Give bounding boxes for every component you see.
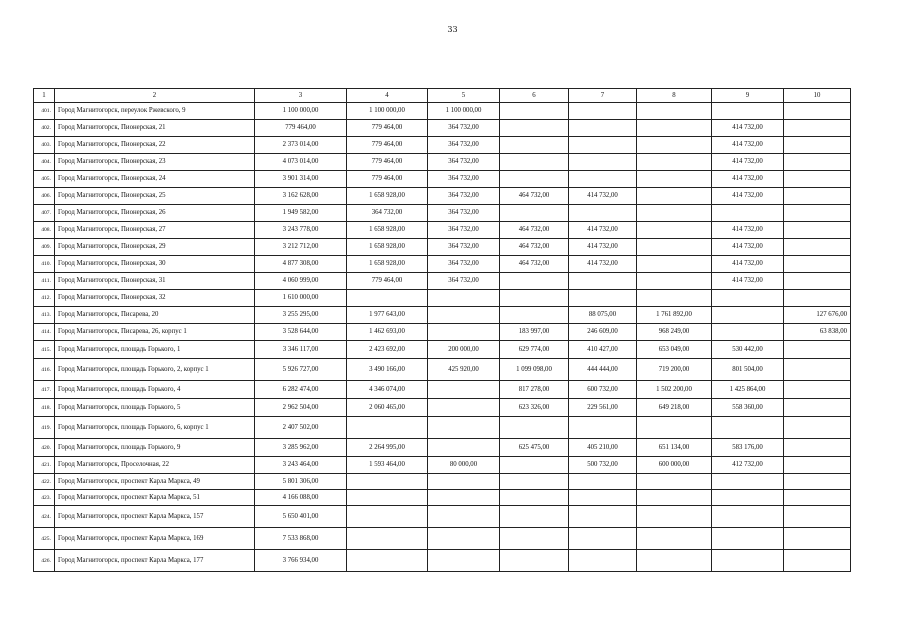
amount-cell bbox=[637, 256, 712, 273]
row-number-cell: 419. bbox=[34, 417, 55, 439]
amount-cell bbox=[784, 103, 851, 120]
address-cell: Город Магнитогорск, Пионерская, 21 bbox=[55, 120, 255, 137]
row-number-cell: 410. bbox=[34, 256, 55, 273]
amount-cell bbox=[428, 506, 500, 528]
amount-cell: 364 732,00 bbox=[428, 120, 500, 137]
amount-cell bbox=[500, 290, 569, 307]
table-row bbox=[34, 307, 851, 324]
row-number-cell: 414. bbox=[34, 324, 55, 341]
amount-cell bbox=[500, 474, 569, 490]
amount-cell bbox=[569, 528, 637, 550]
amount-cell bbox=[428, 324, 500, 341]
amount-cell bbox=[500, 506, 569, 528]
amount-cell bbox=[428, 439, 500, 457]
amount-cell bbox=[637, 290, 712, 307]
amount-cell bbox=[784, 550, 851, 572]
address-cell: Город Магнитогорск, площадь Горького, 2, корпус 1 bbox=[55, 359, 255, 381]
amount-cell: 364 732,00 bbox=[428, 188, 500, 205]
amount-cell: 1 658 928,00 bbox=[347, 222, 428, 239]
table-header-row bbox=[34, 89, 851, 103]
table-row bbox=[34, 417, 851, 439]
row-number-cell: 409. bbox=[34, 239, 55, 256]
amount-cell: 779 464,00 bbox=[347, 120, 428, 137]
amount-cell bbox=[637, 474, 712, 490]
amount-cell bbox=[428, 474, 500, 490]
amount-cell bbox=[569, 137, 637, 154]
amount-cell: 2 962 504,00 bbox=[255, 399, 347, 417]
address-cell: Город Магнитогорск, Пионерская, 22 bbox=[55, 137, 255, 154]
row-number-cell: 421. bbox=[34, 457, 55, 474]
amount-cell: 3 243 464,00 bbox=[255, 457, 347, 474]
amount-cell bbox=[428, 550, 500, 572]
table-row bbox=[34, 120, 851, 137]
table-row bbox=[34, 290, 851, 307]
amount-cell: 414 732,00 bbox=[712, 256, 784, 273]
amount-cell: 4 877 308,00 bbox=[255, 256, 347, 273]
amount-cell: 200 000,00 bbox=[428, 341, 500, 359]
amount-cell: 464 732,00 bbox=[500, 256, 569, 273]
amount-cell: 651 134,00 bbox=[637, 439, 712, 457]
amount-cell: 464 732,00 bbox=[500, 188, 569, 205]
amount-cell: 3 346 117,00 bbox=[255, 341, 347, 359]
table-row bbox=[34, 381, 851, 399]
amount-cell bbox=[637, 154, 712, 171]
amount-cell: 364 732,00 bbox=[428, 205, 500, 222]
table-row bbox=[34, 324, 851, 341]
table-row bbox=[34, 256, 851, 273]
amount-cell bbox=[569, 474, 637, 490]
address-cell: Город Магнитогорск, Пионерская, 24 bbox=[55, 171, 255, 188]
amount-cell: 414 732,00 bbox=[712, 154, 784, 171]
address-cell: Город Магнитогорск, площадь Горького, 9 bbox=[55, 439, 255, 457]
amount-cell: 1 100 000,00 bbox=[428, 103, 500, 120]
table-row bbox=[34, 399, 851, 417]
amount-cell bbox=[712, 324, 784, 341]
amount-cell: 364 732,00 bbox=[347, 205, 428, 222]
amount-cell: 817 278,00 bbox=[500, 381, 569, 399]
row-number-cell: 406. bbox=[34, 188, 55, 205]
amount-cell bbox=[637, 222, 712, 239]
address-cell: Город Магнитогорск, площадь Горького, 5 bbox=[55, 399, 255, 417]
amount-cell bbox=[569, 550, 637, 572]
address-cell: Город Магнитогорск, Писарева, 20 bbox=[55, 307, 255, 324]
amount-cell bbox=[500, 417, 569, 439]
table-row bbox=[34, 439, 851, 457]
amount-cell bbox=[500, 154, 569, 171]
amount-cell: 414 732,00 bbox=[712, 273, 784, 290]
amount-cell: 2 407 502,00 bbox=[255, 417, 347, 439]
amount-cell bbox=[712, 490, 784, 506]
amount-cell: 629 774,00 bbox=[500, 341, 569, 359]
amount-cell bbox=[784, 341, 851, 359]
amount-cell bbox=[784, 506, 851, 528]
amount-cell: 2 373 014,00 bbox=[255, 137, 347, 154]
amount-cell bbox=[637, 171, 712, 188]
amount-cell: 183 997,00 bbox=[500, 324, 569, 341]
amount-cell bbox=[784, 381, 851, 399]
amount-cell: 1 949 582,00 bbox=[255, 205, 347, 222]
amount-cell: 719 200,00 bbox=[637, 359, 712, 381]
row-number-cell: 412. bbox=[34, 290, 55, 307]
amount-cell bbox=[428, 490, 500, 506]
amount-cell: 779 464,00 bbox=[347, 273, 428, 290]
amount-cell: 1 761 892,00 bbox=[637, 307, 712, 324]
table-row bbox=[34, 506, 851, 528]
amount-cell bbox=[500, 137, 569, 154]
amount-cell bbox=[784, 399, 851, 417]
amount-cell bbox=[500, 307, 569, 324]
amount-cell bbox=[500, 273, 569, 290]
amount-cell: 1 610 000,00 bbox=[255, 290, 347, 307]
amount-cell: 1 425 864,00 bbox=[712, 381, 784, 399]
page-number: 33 bbox=[447, 25, 458, 34]
amount-cell: 364 732,00 bbox=[428, 273, 500, 290]
row-number-cell: 420. bbox=[34, 439, 55, 457]
amount-cell: 63 838,00 bbox=[784, 324, 851, 341]
table-row bbox=[34, 528, 851, 550]
address-cell: Город Магнитогорск, переулок Ржевского, 9 bbox=[55, 103, 255, 120]
amount-cell: 3 162 628,00 bbox=[255, 188, 347, 205]
amount-cell bbox=[347, 506, 428, 528]
address-cell: Город Магнитогорск, проспект Карла Маркса, 177 bbox=[55, 550, 255, 572]
amount-cell: 4 166 088,00 bbox=[255, 490, 347, 506]
amount-cell: 779 464,00 bbox=[347, 137, 428, 154]
address-cell: Город Магнитогорск, Проселочная, 22 bbox=[55, 457, 255, 474]
amount-cell: 5 926 727,00 bbox=[255, 359, 347, 381]
amount-cell: 1 658 928,00 bbox=[347, 239, 428, 256]
amount-cell bbox=[569, 290, 637, 307]
amount-cell: 3 243 778,00 bbox=[255, 222, 347, 239]
row-number-cell: 413. bbox=[34, 307, 55, 324]
amount-cell: 1 658 928,00 bbox=[347, 256, 428, 273]
amount-cell: 3 766 934,00 bbox=[255, 550, 347, 572]
address-cell: Город Магнитогорск, проспект Карла Маркса, 157 bbox=[55, 506, 255, 528]
amount-cell bbox=[784, 222, 851, 239]
amount-cell: 1 593 464,00 bbox=[347, 457, 428, 474]
amount-cell: 229 561,00 bbox=[569, 399, 637, 417]
address-cell: Город Магнитогорск, Пионерская, 30 bbox=[55, 256, 255, 273]
amount-cell bbox=[500, 550, 569, 572]
amount-cell bbox=[784, 490, 851, 506]
amount-cell: 414 732,00 bbox=[712, 171, 784, 188]
amount-cell: 364 732,00 bbox=[428, 154, 500, 171]
amount-cell: 600 732,00 bbox=[569, 381, 637, 399]
amount-cell bbox=[637, 205, 712, 222]
amount-cell bbox=[784, 120, 851, 137]
row-number-cell: 407. bbox=[34, 205, 55, 222]
amount-cell: 414 732,00 bbox=[569, 222, 637, 239]
address-cell: Город Магнитогорск, Пионерская, 23 bbox=[55, 154, 255, 171]
amount-cell: 2 423 692,00 bbox=[347, 341, 428, 359]
address-cell: Город Магнитогорск, проспект Карла Маркса, 169 bbox=[55, 528, 255, 550]
amount-cell bbox=[784, 239, 851, 256]
amount-cell bbox=[784, 439, 851, 457]
amount-cell: 1 462 693,00 bbox=[347, 324, 428, 341]
amount-cell bbox=[569, 103, 637, 120]
table-row bbox=[34, 154, 851, 171]
address-cell: Город Магнитогорск, Пионерская, 29 bbox=[55, 239, 255, 256]
amount-cell: 127 676,00 bbox=[784, 307, 851, 324]
amount-cell: 4 060 999,00 bbox=[255, 273, 347, 290]
amount-cell bbox=[637, 239, 712, 256]
amount-cell: 464 732,00 bbox=[500, 239, 569, 256]
amount-cell bbox=[428, 528, 500, 550]
amount-cell: 464 732,00 bbox=[500, 222, 569, 239]
amount-cell: 3 490 166,00 bbox=[347, 359, 428, 381]
amount-cell bbox=[784, 528, 851, 550]
amount-cell bbox=[784, 273, 851, 290]
row-number-cell: 424. bbox=[34, 506, 55, 528]
table-row bbox=[34, 550, 851, 572]
table-row bbox=[34, 457, 851, 474]
amount-cell bbox=[637, 137, 712, 154]
row-number-cell: 416. bbox=[34, 359, 55, 381]
amount-cell: 3 528 644,00 bbox=[255, 324, 347, 341]
amount-cell bbox=[569, 205, 637, 222]
row-number-cell: 422. bbox=[34, 474, 55, 490]
amount-cell: 2 264 995,00 bbox=[347, 439, 428, 457]
amount-cell: 1 099 098,00 bbox=[500, 359, 569, 381]
amount-cell: 6 282 474,00 bbox=[255, 381, 347, 399]
row-number-cell: 408. bbox=[34, 222, 55, 239]
amount-cell bbox=[637, 506, 712, 528]
amount-cell: 414 732,00 bbox=[712, 239, 784, 256]
amount-cell bbox=[784, 205, 851, 222]
column-header: 2 bbox=[55, 89, 255, 103]
amount-cell: 364 732,00 bbox=[428, 171, 500, 188]
amount-cell bbox=[637, 120, 712, 137]
amount-cell: 1 658 928,00 bbox=[347, 188, 428, 205]
row-number-cell: 401. bbox=[34, 103, 55, 120]
amount-cell: 414 732,00 bbox=[712, 137, 784, 154]
amount-cell bbox=[712, 506, 784, 528]
amount-cell: 410 427,00 bbox=[569, 341, 637, 359]
column-header: 10 bbox=[784, 89, 851, 103]
amount-cell bbox=[637, 273, 712, 290]
amount-cell: 3 212 712,00 bbox=[255, 239, 347, 256]
amount-cell bbox=[637, 188, 712, 205]
amount-cell: 444 444,00 bbox=[569, 359, 637, 381]
row-number-cell: 402. bbox=[34, 120, 55, 137]
amount-cell: 1 502 200,00 bbox=[637, 381, 712, 399]
amount-cell bbox=[784, 457, 851, 474]
amount-cell: 412 732,00 bbox=[712, 457, 784, 474]
amount-cell: 623 326,00 bbox=[500, 399, 569, 417]
amount-cell bbox=[569, 506, 637, 528]
amount-cell bbox=[428, 399, 500, 417]
amount-cell bbox=[569, 171, 637, 188]
amount-cell bbox=[347, 290, 428, 307]
column-header: 9 bbox=[712, 89, 784, 103]
amount-cell: 4 073 014,00 bbox=[255, 154, 347, 171]
amount-cell: 1 977 643,00 bbox=[347, 307, 428, 324]
row-number-cell: 405. bbox=[34, 171, 55, 188]
amount-cell bbox=[784, 256, 851, 273]
amount-cell: 246 609,00 bbox=[569, 324, 637, 341]
table-row bbox=[34, 490, 851, 506]
amount-cell bbox=[712, 474, 784, 490]
address-cell: Город Магнитогорск, площадь Горького, 1 bbox=[55, 341, 255, 359]
amount-cell: 558 360,00 bbox=[712, 399, 784, 417]
address-cell: Город Магнитогорск, Пионерская, 32 bbox=[55, 290, 255, 307]
column-header: 7 bbox=[569, 89, 637, 103]
row-number-cell: 417. bbox=[34, 381, 55, 399]
amount-cell bbox=[712, 550, 784, 572]
address-cell: Город Магнитогорск, проспект Карла Маркса, 51 bbox=[55, 490, 255, 506]
amount-cell bbox=[500, 171, 569, 188]
amount-cell bbox=[637, 550, 712, 572]
table-row bbox=[34, 103, 851, 120]
amount-cell bbox=[712, 290, 784, 307]
amount-cell bbox=[784, 290, 851, 307]
amount-cell: 414 732,00 bbox=[712, 222, 784, 239]
amount-cell: 2 060 465,00 bbox=[347, 399, 428, 417]
amount-cell bbox=[712, 417, 784, 439]
amount-cell bbox=[500, 120, 569, 137]
amount-cell: 968 249,00 bbox=[637, 324, 712, 341]
amount-cell bbox=[347, 550, 428, 572]
amount-cell bbox=[500, 205, 569, 222]
column-header: 1 bbox=[34, 89, 55, 103]
column-header: 3 bbox=[255, 89, 347, 103]
amount-cell bbox=[712, 205, 784, 222]
amount-cell: 414 732,00 bbox=[569, 256, 637, 273]
amount-cell: 779 464,00 bbox=[347, 171, 428, 188]
amount-cell bbox=[784, 171, 851, 188]
amount-cell bbox=[569, 417, 637, 439]
amount-cell bbox=[347, 528, 428, 550]
row-number-cell: 411. bbox=[34, 273, 55, 290]
table-row bbox=[34, 474, 851, 490]
table-row bbox=[34, 137, 851, 154]
amount-cell bbox=[428, 307, 500, 324]
amount-cell: 3 255 295,00 bbox=[255, 307, 347, 324]
amount-cell: 1 100 000,00 bbox=[255, 103, 347, 120]
amount-cell bbox=[500, 103, 569, 120]
amount-cell: 3 285 962,00 bbox=[255, 439, 347, 457]
amount-cell bbox=[784, 474, 851, 490]
address-cell: Город Магнитогорск, Писарева, 26, корпус 1 bbox=[55, 324, 255, 341]
amount-cell bbox=[637, 103, 712, 120]
amount-cell bbox=[569, 273, 637, 290]
amount-cell bbox=[637, 528, 712, 550]
amount-cell: 414 732,00 bbox=[569, 239, 637, 256]
row-number-cell: 426. bbox=[34, 550, 55, 572]
row-number-cell: 415. bbox=[34, 341, 55, 359]
amount-cell bbox=[784, 359, 851, 381]
row-number-cell: 425. bbox=[34, 528, 55, 550]
column-header: 6 bbox=[500, 89, 569, 103]
amount-cell: 405 210,00 bbox=[569, 439, 637, 457]
amount-cell: 425 920,00 bbox=[428, 359, 500, 381]
amount-cell: 801 504,00 bbox=[712, 359, 784, 381]
table-row bbox=[34, 341, 851, 359]
table-row bbox=[34, 188, 851, 205]
amount-cell bbox=[428, 290, 500, 307]
amount-cell bbox=[712, 103, 784, 120]
amount-cell: 5 801 306,00 bbox=[255, 474, 347, 490]
amount-cell: 600 000,00 bbox=[637, 457, 712, 474]
table-row bbox=[34, 205, 851, 222]
column-header: 4 bbox=[347, 89, 428, 103]
table-row bbox=[34, 171, 851, 188]
amount-cell bbox=[347, 474, 428, 490]
amount-cell bbox=[784, 417, 851, 439]
data-table bbox=[33, 88, 851, 572]
amount-cell: 414 732,00 bbox=[569, 188, 637, 205]
address-cell: Город Магнитогорск, площадь Горького, 6, корпус 1 bbox=[55, 417, 255, 439]
amount-cell: 500 732,00 bbox=[569, 457, 637, 474]
column-header: 8 bbox=[637, 89, 712, 103]
row-number-cell: 403. bbox=[34, 137, 55, 154]
amount-cell bbox=[569, 120, 637, 137]
address-cell: Город Магнитогорск, Пионерская, 25 bbox=[55, 188, 255, 205]
amount-cell: 625 475,00 bbox=[500, 439, 569, 457]
amount-cell bbox=[428, 381, 500, 399]
amount-cell: 414 732,00 bbox=[712, 188, 784, 205]
amount-cell: 364 732,00 bbox=[428, 256, 500, 273]
table-row bbox=[34, 273, 851, 290]
row-number-cell: 404. bbox=[34, 154, 55, 171]
amount-cell: 5 650 401,00 bbox=[255, 506, 347, 528]
amount-cell bbox=[569, 154, 637, 171]
column-header: 5 bbox=[428, 89, 500, 103]
amount-cell: 4 346 074,00 bbox=[347, 381, 428, 399]
amount-cell: 88 075,00 bbox=[569, 307, 637, 324]
address-cell: Город Магнитогорск, площадь Горького, 4 bbox=[55, 381, 255, 399]
amount-cell bbox=[637, 490, 712, 506]
amount-cell: 364 732,00 bbox=[428, 137, 500, 154]
address-cell: Город Магнитогорск, Пионерская, 26 bbox=[55, 205, 255, 222]
row-number-cell: 423. bbox=[34, 490, 55, 506]
amount-cell: 583 176,00 bbox=[712, 439, 784, 457]
amount-cell bbox=[569, 490, 637, 506]
amount-cell bbox=[784, 154, 851, 171]
amount-cell: 530 442,00 bbox=[712, 341, 784, 359]
amount-cell: 779 464,00 bbox=[255, 120, 347, 137]
amount-cell bbox=[500, 528, 569, 550]
address-cell: Город Магнитогорск, Пионерская, 31 bbox=[55, 273, 255, 290]
row-number-cell: 418. bbox=[34, 399, 55, 417]
amount-cell bbox=[500, 457, 569, 474]
amount-cell bbox=[500, 490, 569, 506]
amount-cell: 364 732,00 bbox=[428, 239, 500, 256]
table-row bbox=[34, 239, 851, 256]
amount-cell bbox=[347, 417, 428, 439]
amount-cell: 653 049,00 bbox=[637, 341, 712, 359]
amount-cell: 649 218,00 bbox=[637, 399, 712, 417]
amount-cell bbox=[784, 188, 851, 205]
amount-cell: 1 100 000,00 bbox=[347, 103, 428, 120]
amount-cell bbox=[428, 417, 500, 439]
amount-cell: 414 732,00 bbox=[712, 120, 784, 137]
amount-cell bbox=[347, 490, 428, 506]
amount-cell: 3 901 314,00 bbox=[255, 171, 347, 188]
amount-cell: 364 732,00 bbox=[428, 222, 500, 239]
amount-cell bbox=[712, 528, 784, 550]
address-cell: Город Магнитогорск, проспект Карла Маркса, 49 bbox=[55, 474, 255, 490]
amount-cell: 80 000,00 bbox=[428, 457, 500, 474]
amount-cell: 7 533 868,00 bbox=[255, 528, 347, 550]
amount-cell: 779 464,00 bbox=[347, 154, 428, 171]
table-row bbox=[34, 222, 851, 239]
amount-cell bbox=[784, 137, 851, 154]
amount-cell bbox=[637, 417, 712, 439]
amount-cell bbox=[712, 307, 784, 324]
table-row bbox=[34, 359, 851, 381]
address-cell: Город Магнитогорск, Пионерская, 27 bbox=[55, 222, 255, 239]
